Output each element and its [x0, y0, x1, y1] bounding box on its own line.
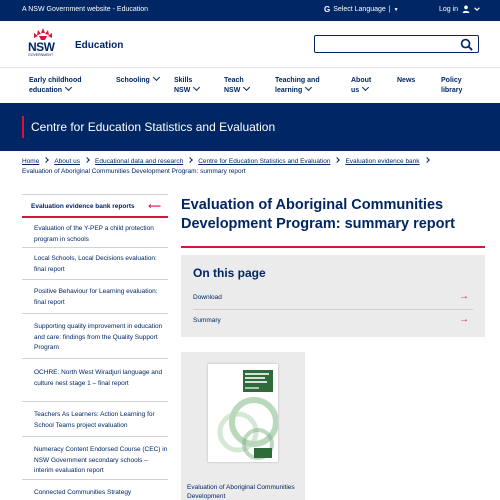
chevron-right-icon — [187, 157, 193, 163]
banner-title: Centre for Education Statistics and Evaluation — [31, 120, 276, 134]
breadcrumb-link-home[interactable]: Home — [22, 158, 40, 165]
nav-item-news[interactable]: News — [397, 77, 416, 84]
nav-item-schooling[interactable]: Schooling — [116, 76, 159, 86]
sidenav-item[interactable]: Positive Behaviour for Learning evaluation: final report — [22, 280, 168, 314]
nsw-government-logo[interactable] — [28, 27, 60, 63]
language-dropdown-icon: ▼ — [393, 6, 399, 13]
site-header — [0, 21, 500, 67]
sidenav-item[interactable]: Teachers As Learners: Action Learning for School Teams project evaluation — [22, 402, 168, 437]
document-thumbnail — [208, 364, 278, 462]
breadcrumb-link-educational-data[interactable]: Educational data and research — [95, 158, 184, 165]
chevron-down-icon — [153, 74, 160, 81]
chevron-down-icon — [65, 84, 72, 91]
sidenav-item[interactable]: Supporting quality improvement in education and care: findings from the Quality Support Program — [22, 314, 168, 359]
title-divider — [181, 246, 485, 248]
chevron-right-icon — [84, 157, 90, 163]
select-language-label: Select Language — [333, 6, 386, 13]
section-banner — [0, 103, 500, 151]
chevron-right-icon — [44, 157, 50, 163]
login-button[interactable] — [439, 5, 480, 13]
chevron-right-icon — [335, 157, 341, 163]
login-label: Log in — [439, 5, 459, 13]
breadcrumb-link-about-us[interactable]: About us — [54, 158, 81, 165]
breadcrumb-link-evidence-bank[interactable]: Evaluation evidence bank — [345, 158, 420, 165]
logo-government-text: GOVERNMENT — [28, 53, 54, 57]
waratah-icon — [28, 27, 58, 41]
chevron-down-icon — [193, 84, 200, 91]
google-translate-icon: G — [324, 5, 331, 14]
logo-nsw-text: NSW — [28, 40, 55, 54]
government-website-text: A NSW Government website - Education — [22, 6, 149, 13]
nav-item-about-us[interactable]: About us — [351, 77, 372, 94]
main-navigation — [0, 67, 500, 103]
arrow-left-icon: ⟵ — [148, 201, 161, 211]
document-card-caption[interactable]: Evaluation of Aboriginal Communities Development — [187, 484, 295, 500]
sidenav-item[interactable]: Connected Communities Strategy — [34, 489, 132, 496]
breadcrumb-link-cese[interactable]: Centre for Education Statistics and Evaluation — [198, 158, 331, 165]
nav-item-skills-nsw[interactable]: Skills NSW — [174, 76, 199, 96]
arrow-right-icon: → — [459, 291, 469, 302]
arrow-right-icon: → — [459, 314, 469, 325]
on-this-page-heading: On this page — [193, 266, 266, 280]
side-navigation — [22, 194, 168, 496]
sidenav-item[interactable]: OCHRE: North West Wiradjuri language and culture nest stage 1 – final report — [22, 359, 168, 402]
chevron-down-icon — [362, 84, 369, 91]
chevron-down-icon — [305, 84, 312, 91]
nav-item-teach-nsw[interactable]: Teach NSW — [224, 76, 249, 96]
nav-item-policy-library[interactable]: Policy library — [441, 77, 463, 94]
on-this-page-box — [181, 255, 485, 337]
chevron-down-icon — [243, 84, 250, 91]
select-language-button[interactable] — [324, 5, 399, 14]
sidenav-item[interactable]: Numeracy Content Endorsed Course (CEC) in NSW Government secondary schools – interim evaluation report — [22, 437, 168, 480]
user-icon — [462, 5, 470, 13]
report-cover-image — [208, 364, 278, 462]
banner-accent-bar — [22, 116, 24, 138]
nav-item-early-childhood[interactable]: Early childhood education — [29, 77, 82, 94]
page-title: Evaluation of Aboriginal Communities Development Program: summary report — [181, 197, 455, 232]
nav-item-teaching-and-learning[interactable]: Teaching and learning — [275, 77, 320, 94]
breadcrumb — [22, 157, 482, 177]
sidenav-item[interactable]: Local Schools, Local Decisions evaluation: final report — [22, 248, 168, 280]
sidenav-heading[interactable]: Evaluation evidence bank reports ⟵ — [22, 194, 168, 218]
search-icon[interactable] — [460, 38, 473, 51]
sidenav-item[interactable]: Evaluation of the Y-PEP a child protection program in schools — [22, 220, 168, 248]
on-this-page-link-download[interactable]: Download → — [193, 288, 473, 310]
chevron-down-icon — [474, 6, 480, 12]
site-name[interactable]: Education — [75, 40, 124, 51]
document-card[interactable] — [181, 352, 305, 500]
on-this-page-link-summary[interactable]: Summary → — [193, 314, 469, 325]
breadcrumb-current: Evaluation of Aboriginal Communities Development Program: summary report — [22, 168, 246, 175]
chevron-right-icon — [424, 157, 430, 163]
search-input[interactable] — [314, 35, 479, 53]
language-separator: | — [388, 6, 391, 13]
government-topbar — [0, 0, 500, 21]
